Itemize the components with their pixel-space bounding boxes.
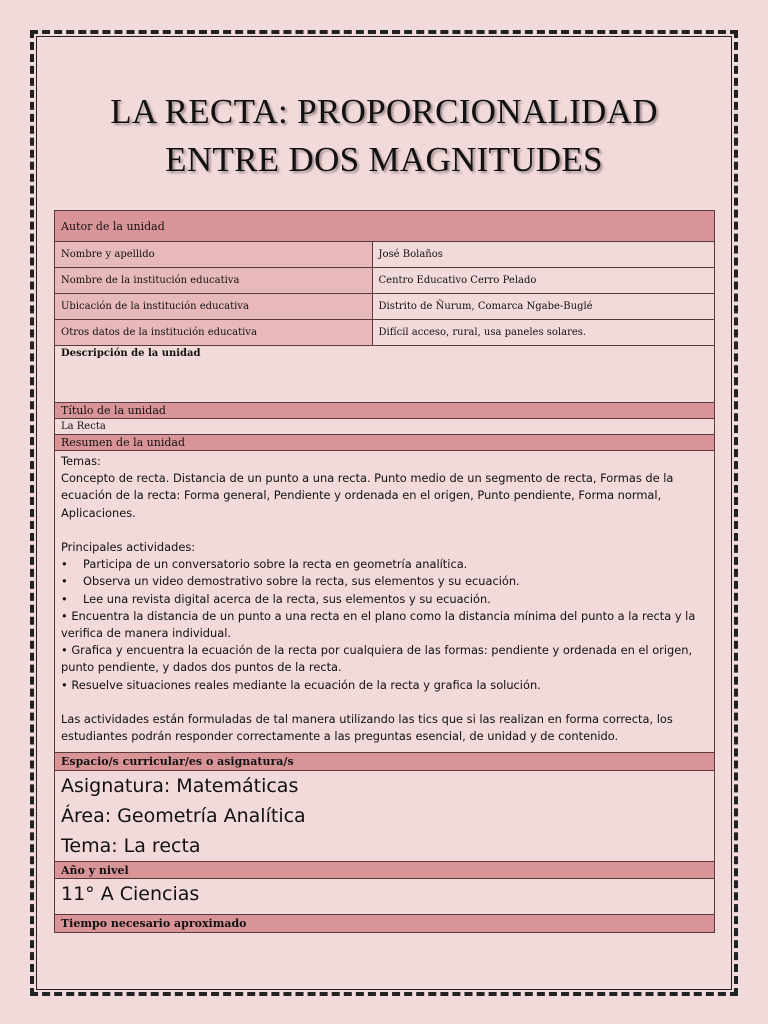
other-data-label: Otros datos de la institución educativa — [55, 320, 373, 346]
description-label: Descripción de la unidad — [55, 346, 715, 403]
unit-table — [54, 210, 715, 933]
document-title — [40, 88, 728, 184]
year-header: Año y nivel — [55, 862, 715, 879]
activities-list-b — [61, 608, 708, 694]
list-item: • Encuentra la distancia de un punto a una recta en el plano como la distancia mínima del punto a la recta y la verifica de manera individual. — [61, 608, 696, 641]
temas-text: Concepto de recta. Distancia de un punto a una recta. Punto medio de un segmento de recta, Formas de la ecuación de la recta: Forma general, Pendiente y ordenada en el origen, Punto pendiente, Forma normal, Aplicaciones. — [61, 471, 674, 520]
name-label: Nombre y apellido — [55, 242, 373, 268]
topic-line: Tema: La recta — [61, 835, 201, 857]
year-value: 11° A Ciencias — [55, 879, 715, 915]
time-header: Tiempo necesario aproximado — [55, 915, 715, 933]
author-header: Autor de la unidad — [55, 211, 715, 242]
subject-line: Asignatura: Matemáticas — [61, 775, 299, 797]
list-item: • Lee una revista digital acerca de la recta, sus elementos y su ecuación. — [61, 591, 491, 606]
activities-list-a — [61, 556, 708, 608]
title-line-1: LA RECTA: PROPORCIONALIDAD — [110, 92, 658, 131]
curricular-body — [55, 771, 715, 862]
title-line-2: ENTRE DOS MAGNITUDES — [165, 140, 603, 179]
unit-title-header: Título de la unidad — [55, 403, 715, 419]
list-item: • Observa un video demostrativo sobre la recta, sus elementos y su ecuación. — [61, 574, 520, 589]
institution-value: Centro Educativo Cerro Pelado — [372, 268, 714, 294]
temas-label: Temas: — [61, 454, 101, 468]
closing-text: Las actividades están formuladas de tal manera utilizando las tics que si las realizan en forma correcta, los estudiantes podrán responder correctamente a las preguntas esencial, de unidad y de contenido. — [61, 712, 673, 744]
summary-header: Resumen de la unidad — [55, 435, 715, 451]
area-line: Área: Geometría Analítica — [61, 805, 306, 827]
name-value: José Bolaños — [372, 242, 714, 268]
location-label: Ubicación de la institución educativa — [55, 294, 373, 320]
list-item: • Participa de un conversatorio sobre la recta en geometría analítica. — [61, 557, 468, 572]
summary-body — [55, 451, 715, 753]
other-data-value: Difícil acceso, rural, usa paneles solares. — [372, 320, 714, 346]
unit-title-value: La Recta — [55, 419, 715, 435]
activities-label: Principales actividades: — [61, 540, 196, 555]
location-value: Distrito de Ñurum, Comarca Ngabe-Buglé — [372, 294, 714, 320]
institution-label: Nombre de la institución educativa — [55, 268, 373, 294]
curricular-header: Espacio/s curricular/es o asignatura/s — [55, 753, 715, 771]
list-item: • Grafica y encuentra la ecuación de la recta por cualquiera de las formas: pendiente y ordenada en el origen, punto pendiente, y dados dos puntos de la recta. — [61, 643, 693, 675]
list-item: • Resuelve situaciones reales mediante la ecuación de la recta y grafica la solución. — [61, 677, 541, 692]
